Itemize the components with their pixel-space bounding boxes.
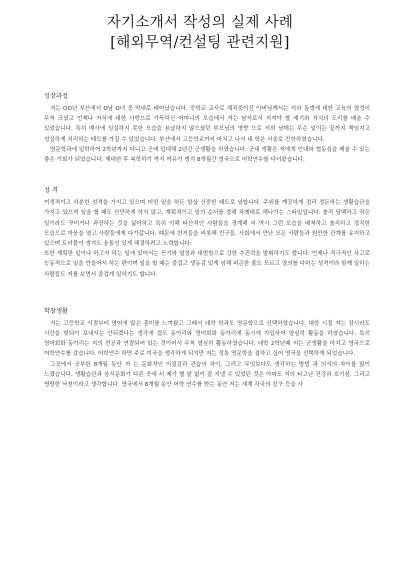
section-spacer	[44, 280, 370, 307]
section-spacer	[44, 165, 370, 186]
paragraph: 그곳에서 공부한 8개월 동안 저 는 문화적인 이질감과 관습의 차이, 그리고 무엇보다도 생각하는 방법 과 의식의 차이를 많이 느꼈습니다. 생활습관과 음식문화가 다른 곳에 서 제가 별 탈 없이 잘 지낼 수 있었던 것은 아마도 저의 타고난 건강과 호기심, 그리고 명랑한 낙천이라고 생각합니다. 영국에서 8개월 동안 어학 연수를 받는 동안 저는 세계 각국의 친구 등을 사	[44, 361, 370, 389]
paragraph: 저는 고등학교 시절부터 영어에 많은 흥미를 느껴왔고 그래서 대학 학과도 영문학으로 선택하였습니다. 대학 시절 저는 잠시라도 시간을 헛되이 보내서는 안되겠다는 생각에 걸도 동아리와 영어회화 동아리에 동시에 가입하여 열심히 활동을 하였습니다. 특히 영어회화 동아리는 저의 전공과 연결되어 있는 것이어서 무척 열심히 활동하였습니다. 대학 2학년때 저는 군생활을 마치고 영국으로 어학연수를 갔습니다. 어학연수 하면 주로 미국을 생각하게 되지만 저는 정통 영문학을 접하고 싶어 영국을 선택하게 되었습니다.	[44, 320, 370, 358]
section-heading: 학창생활	[44, 307, 68, 315]
document-title: 자기소개서 작성의 실제 사례	[106, 15, 294, 31]
document-subtitle: [해외무역/컨설팅 관련지원]	[110, 35, 290, 51]
section-heading: 성장과정	[44, 93, 68, 100]
section-growth	[44, 92, 370, 165]
section-personality	[44, 186, 370, 280]
section-heading: 성 격	[44, 187, 58, 195]
paragraph: 영문학과에 입학하여 2학년까지 다니고 군에 입대해 2년간 군생활을 하였습니다. 군대 생활은 저에게 인내와 협동심을 배울 수 있는 좋은 기회가 되었습니다. 제대한 후 복학하기 까지 여유가 생겨 8개월간 영국으로 어학연수를 다녀왔습니다.	[44, 146, 370, 164]
paragraph: 또한 계획한 일이나 하고자 하는 일에 있어서는 끈기와 열정과 대범함으로 강한 추진력을 발휘하기도 합니다. 언제나 적극적인 사고로 능동적으로 일을 만들어서 하는 편이며 일을 할 때는 즐겁고 생동감 있게 임해 피곤한 줄도 모르고 열의를 다하는 성격이라 함께 일하는 사람들도 저를 보면서 즐겁게 일하기도 합니다.	[44, 251, 370, 278]
section-school-life	[44, 307, 370, 390]
title-block	[0, 13, 400, 53]
paragraph: 여생적이고 차분한 성격을 가지고 있으며 어떤 일을 하든 항상 신중한 태도로 임합니다. 주위를 깨끗하게 정리 정돈하는 생활습관을 가지고 있으며 일을 할 때도 산만하게 하지 않고, 계획적이고 일의 순서를 정해 차례대로 해나가는 스타일입니다. 솔직 담백하고 작은 일이라도 꾸미거나 과장하는 것을 싫어하고 특히 이해 타산적인 사람들을 경계해 저 역시 그런 모습을 배척하고 솔직하고 정직한 모습으로 마음을 열고 사람들에게 다가갑니다. 때문에 친지들을 비롯해 친구들, 사회에서 만난 모든 사람들과 원만한 관계를 유지하고 있으며 트러블이 생겨도 융통성 있게 해결하려고 노력합니다.	[44, 200, 370, 248]
paragraph: 저는 OO년 부산에서 O남 O녀 중 막내로 태어났습니다. 중학교 교사로 재직중이신 아버님께서는 저와 동생에 대한 교육의 열정이 무척 크셨고 언제나 자식에 대한 사랑으로 가득하신 어머니의 모습에서 저는 남자로서 지켜야 할 예기와 자식의 도리를 배울 수 있었습니다. 특히 매사에 성실하지 못한 모습을 용납하지 않으셨던 부모님의 영향 으로 저희 남매는 무슨 일이든 끝까지 책임지고 성실하게 처리하는 태도를 가질 수 있었습니다. 부산에서 고등학교까지 마치고 나서 대 학은 서울로 진학하였습니다.	[44, 106, 370, 143]
document-body	[44, 92, 370, 390]
